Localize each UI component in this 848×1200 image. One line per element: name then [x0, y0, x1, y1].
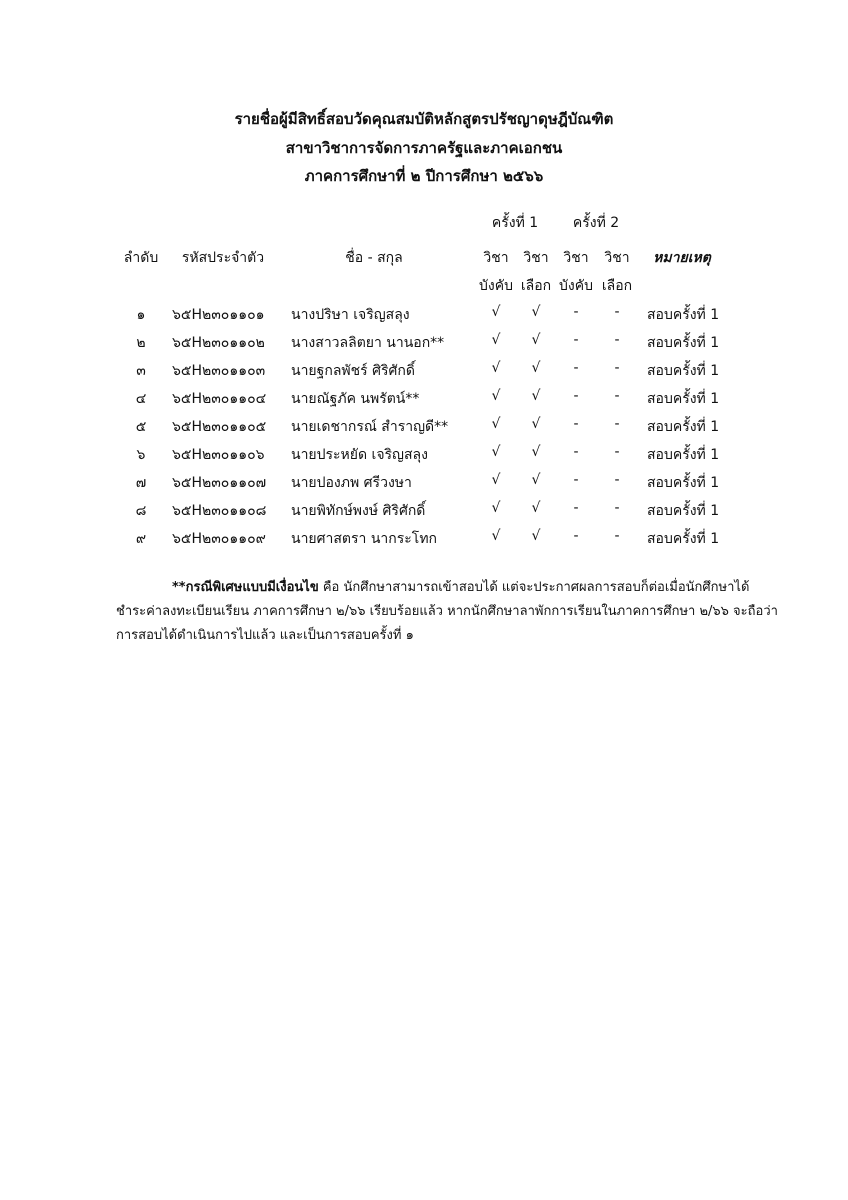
row-round2-elective: -: [614, 332, 620, 348]
note-text-1: คือ นักศึกษาสามารถเข้าสอบได้ แต่จะประกาศผลการสอบก็ต่อเมื่อนักศึกษาได้: [318, 580, 750, 595]
header-subject-1: วิชา: [483, 250, 509, 266]
note-line-3: การสอบได้ดำเนินการไปแล้ว และเป็นการสอบครั้งที่ ๑: [116, 628, 414, 643]
group-header-round-1: ครั้งที่ 1: [491, 215, 539, 231]
row-round2-elective: -: [614, 304, 620, 320]
row-id: ๖๕H๒๓๐๑๑๐๔: [172, 391, 267, 407]
row-name: นายพิทักษ์พงษ์ ศิริศักดิ์: [291, 503, 426, 519]
row-remark: สอบครั้งที่ 1: [647, 419, 720, 435]
note-line-2: ชำระค่าลงทะเบียนเรียน ภาคการศึกษา ๒/๖๖ เรียบร้อยแล้ว หากนักศึกษาลาพักการเรียนในภาคการศึกษา ๒/๖๖ จะถือว่า: [116, 604, 778, 619]
row-round2-elective: -: [614, 528, 620, 544]
row-name: นายศาสตรา นากระโทก: [291, 531, 438, 547]
row-round1-required: √: [491, 528, 501, 544]
row-no: ๗: [135, 475, 147, 491]
header-elective-1: เลือก: [520, 278, 552, 294]
row-name: นายปองภพ ศรีวงษา: [291, 475, 412, 491]
row-name: นายณัฐภัค นพรัตน์**: [291, 391, 420, 407]
document-title: รายชื่อผู้มีสิทธิ์สอบวัดคุณสมบัติหลักสูตรปรัชญาดุษฎีบัณฑิต: [234, 110, 614, 128]
row-round1-required: √: [491, 360, 501, 376]
header-id: รหัสประจำตัว: [181, 250, 265, 266]
row-round1-elective: √: [531, 360, 541, 376]
header-required-2: บังคับ: [559, 278, 593, 294]
row-name: นางปริษา เจริญสลุง: [291, 307, 410, 323]
row-remark: สอบครั้งที่ 1: [647, 391, 720, 407]
row-no: ๒: [136, 335, 146, 351]
row-remark: สอบครั้งที่ 1: [647, 307, 720, 323]
row-id: ๖๕H๒๓๐๑๑๐๗: [172, 475, 267, 491]
row-id: ๖๕H๒๓๐๑๑๐๒: [172, 335, 265, 351]
row-name: นายประหยัด เจริญสลุง: [291, 447, 428, 463]
row-name: นางสาวลลิตยา นานอก**: [291, 335, 445, 351]
row-round2-required: -: [573, 416, 579, 432]
group-header-round-2: ครั้งที่ 2: [572, 215, 620, 231]
row-remark: สอบครั้งที่ 1: [647, 531, 720, 547]
row-round2-required: -: [573, 472, 579, 488]
row-round2-elective: -: [614, 472, 620, 488]
row-round2-required: -: [573, 360, 579, 376]
row-round2-required: -: [573, 528, 579, 544]
row-round2-required: -: [573, 444, 579, 460]
row-round1-required: √: [491, 416, 501, 432]
row-round1-elective: √: [531, 444, 541, 460]
row-id: ๖๕H๒๓๐๑๑๐๓: [172, 363, 266, 379]
header-required-1: บังคับ: [479, 278, 513, 294]
note-line-1: [116, 576, 756, 600]
row-round2-elective: -: [614, 416, 620, 432]
row-round2-elective: -: [614, 388, 620, 404]
row-round1-required: √: [491, 472, 501, 488]
row-round1-required: √: [491, 304, 501, 320]
header-no: ลำดับ: [123, 250, 159, 266]
row-id: ๖๕H๒๓๐๑๑๐๙: [172, 531, 266, 547]
row-round2-elective: -: [614, 360, 620, 376]
row-round2-required: -: [573, 304, 579, 320]
row-round2-elective: -: [614, 444, 620, 460]
row-round1-elective: √: [531, 528, 541, 544]
row-id: ๖๕H๒๓๐๑๑๐๘: [172, 503, 267, 519]
row-id: ๖๕H๒๓๐๑๑๐๖: [172, 447, 265, 463]
row-name: นายฐกลพัชร์ ศิริศักดิ์: [291, 363, 415, 379]
row-id: ๖๕H๒๓๐๑๑๐๕: [172, 419, 267, 435]
row-no: ๓: [136, 363, 146, 379]
semester-line: ภาคการศึกษาที่ ๒ ปีการศึกษา ๒๕๖๖: [304, 167, 544, 185]
header-elective-2: เลือก: [601, 278, 633, 294]
row-no: ๑: [136, 307, 146, 323]
row-round2-required: -: [573, 388, 579, 404]
row-round1-elective: √: [531, 416, 541, 432]
row-name: นายเดชากรณ์ สำราญดี**: [291, 419, 449, 435]
row-remark: สอบครั้งที่ 1: [647, 447, 720, 463]
row-round2-required: -: [573, 332, 579, 348]
header-subject-2: วิชา: [523, 250, 549, 266]
row-remark: สอบครั้งที่ 1: [647, 335, 720, 351]
row-no: ๘: [135, 503, 147, 519]
row-remark: สอบครั้งที่ 1: [647, 503, 720, 519]
note-lead: **กรณีพิเศษแบบมีเงื่อนไข: [172, 580, 319, 595]
row-round2-elective: -: [614, 500, 620, 516]
row-remark: สอบครั้งที่ 1: [647, 363, 720, 379]
row-no: ๕: [135, 419, 147, 435]
row-no: ๔: [135, 391, 147, 407]
header-remark: หมายเหตุ: [653, 250, 711, 266]
header-subject-3: วิชา: [563, 250, 589, 266]
program-name: สาขาวิชาการจัดการภาครัฐและภาคเอกชน: [285, 139, 563, 157]
header-subject-4: วิชา: [604, 250, 630, 266]
row-round1-required: √: [491, 388, 501, 404]
row-round1-elective: √: [531, 472, 541, 488]
row-round1-elective: √: [531, 332, 541, 348]
row-round1-elective: √: [531, 388, 541, 404]
row-round1-elective: √: [531, 304, 541, 320]
row-round1-required: √: [491, 332, 501, 348]
row-no: ๙: [135, 531, 147, 547]
row-round1-required: √: [491, 444, 501, 460]
special-condition-note: [116, 576, 778, 648]
row-id: ๖๕H๒๓๐๑๑๐๑: [172, 307, 265, 323]
row-no: ๖: [136, 447, 146, 463]
row-round1-elective: √: [531, 500, 541, 516]
row-round2-required: -: [573, 500, 579, 516]
header-name: ชื่อ - สกุล: [345, 250, 403, 266]
row-remark: สอบครั้งที่ 1: [647, 475, 720, 491]
row-round1-required: √: [491, 500, 501, 516]
